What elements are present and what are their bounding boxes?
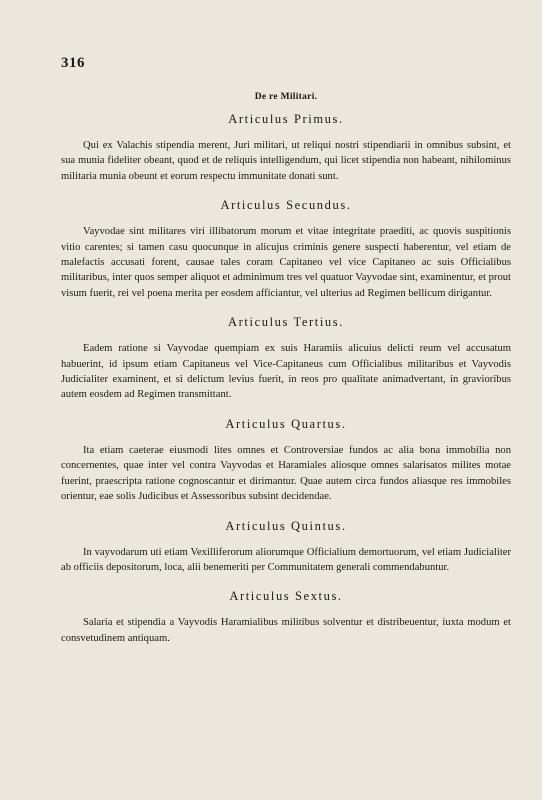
article-6 xyxy=(61,589,511,646)
article-body: Salaria et stipendia a Vayvodis Haramialibus militibus solventur et distribeuentur, iuxta modum et consvetudinem antiquam. xyxy=(61,617,511,644)
article-4 xyxy=(61,417,511,505)
article-title: Articulus Tertius. xyxy=(228,315,344,330)
article-title: Articulus Secundus. xyxy=(220,198,352,213)
article-title: Articulus Sextus. xyxy=(229,589,343,604)
article-body: Eadem ratione si Vayvodae quempiam ex suis Haramiis alicuius delicti reum vel accusatum habuerint, id ipsum etiam Capitaneus vel Vice-Capitaneus cum Officialibus militaribus et Vayvodis Judicialiter examinent, et si delictum levius fuerit, in reos pro qualitate animadvertant, in gravioribus autem eosdem ad Regimen transmittant. xyxy=(61,343,511,401)
article-5 xyxy=(61,519,511,576)
article-title: Articulus Primus. xyxy=(228,112,344,126)
article-body: Ita etiam caeterae eiusmodi lites omnes et Controversiae fundos ac alia bona immobilia non concernentes, quae inter vel contra Vayvodas et Haramiales aliosque omnes salarisatos milites motae fuerint, praescripta ratione cognoscantur et dirimantur. Quae autem circa fundos aliasque res immobiles orientur, eae solis Judicibus et Assessoribus subsint decidendae. xyxy=(61,444,511,503)
article-3 xyxy=(61,315,511,403)
article-body: Qui ex Valachis stipendia merent, Juri militari, ut reliqui nostri stipendiarii in omnibus subsint, et sua munia fideliter obeant, quod et de reliquis intelligendum, qui licet stipendia non habeant, nihilominus militaria munia obeunt et eorum respectu immunitate donati sunt. xyxy=(61,140,511,182)
article-1 xyxy=(61,112,511,184)
page-content xyxy=(61,92,511,660)
article-title: Articulus Quintus. xyxy=(225,518,347,533)
section-header: De re Militari. xyxy=(254,92,318,102)
article-2 xyxy=(61,198,511,301)
article-title: Articulus Quartus. xyxy=(225,416,347,431)
article-body: Vayvodae sint militares viri illibatorum morum et vitae integritate praediti, ac quovis suspitionis vitio carentes; si tamen casu quocunque in alicujus criminis genere suspecti haberentur, vel etiam de malefactis accusati forent, causae tales coram Capitaneo vel vice Capitaneo ac suis Officialibus militaribus, inter quos semper aliquot et adminimum tres vel quatuor Vayvodae sint, examinentur, et prout visum fuerit, rei vel poena merita per eosdem afficiantur, vel ulterius ad Regimen bellicum dirigantur. xyxy=(61,226,511,299)
article-body: In vayvodarum uti etiam Vexilliferorum aliorumque Officialium demortuorum, vel etiam Judicialiter ab officiis depositorum, loca, alii benemeriti per Communitatem generali commendabuntur. xyxy=(61,546,511,573)
page-number: 316 xyxy=(61,55,85,71)
